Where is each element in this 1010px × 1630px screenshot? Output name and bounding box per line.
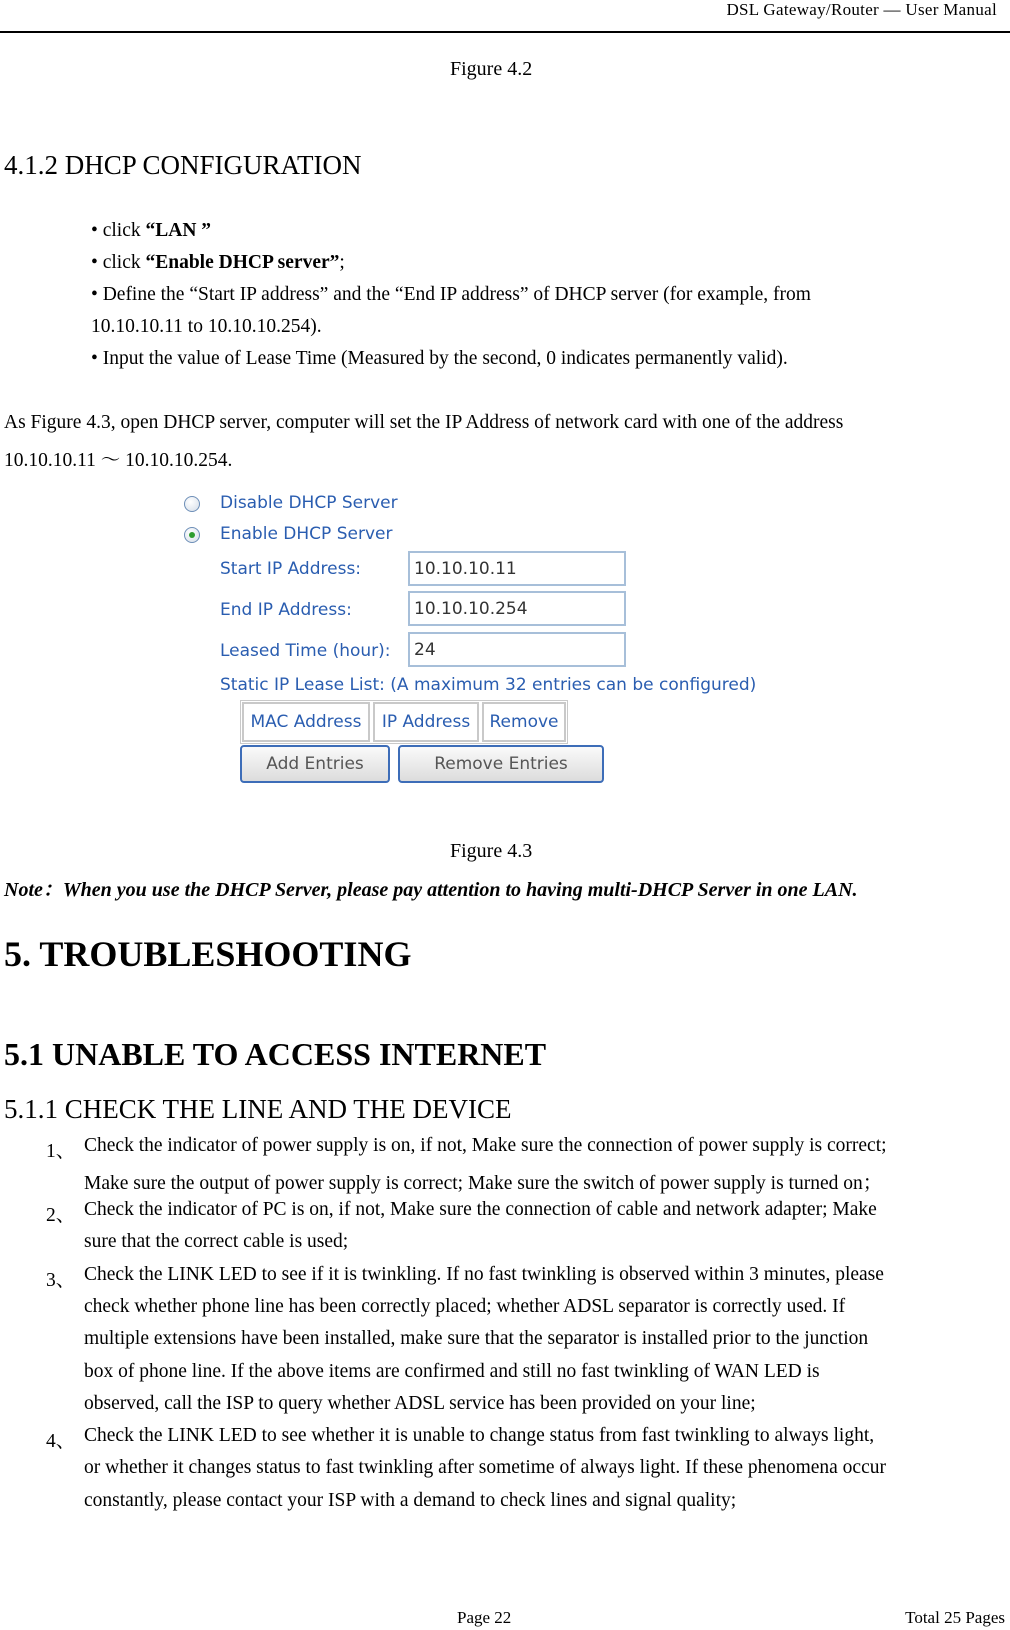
section-4-1-2-heading: 4.1.2 DHCP CONFIGURATION (4, 150, 362, 180)
bullet-enable-dhcp (91, 252, 345, 274)
figure-4-3-caption: Figure 4.3 (450, 840, 533, 862)
section-5-1-heading: 5.1 UNABLE TO ACCESS INTERNET (4, 1036, 547, 1072)
list-item-line: sure that the correct cable is used; (84, 1231, 349, 1252)
start-ip-label: Start IP Address: (220, 559, 362, 579)
list-item-line: Check the LINK LED to see if it is twinkling. If no fast twinkling is observed within 3 minutes, please (84, 1264, 884, 1285)
list-item-line: box of phone line. If the above items are confirmed and still no fast twinkling of WAN LED is (84, 1361, 820, 1382)
figure-4-2-caption: Figure 4.2 (450, 58, 533, 80)
remove-entries-button[interactable]: Remove Entries (398, 745, 604, 783)
enable-dhcp-radio[interactable] (184, 527, 200, 543)
section-5-1-1-heading: 5.1.1 CHECK THE LINE AND THE DEVICE (4, 1094, 512, 1124)
bullet-lease-time: • Input the value of Lease Time (Measured by the second, 0 indicates permanently valid). (91, 348, 788, 369)
list-item-line: Check the indicator of power supply is on, if not, Make sure the connection of power supply is correct; (84, 1135, 887, 1156)
list-item-line: observed, call the ISP to query whether ADSL service has been provided on your line; (84, 1393, 756, 1414)
list-item-line: Make sure the output of power supply is correct; Make sure the switch of power supply is turned on； (84, 1173, 883, 1194)
bullet-define-range-line1: • Define the “Start IP address” and the “End IP address” of DHCP server (for example, from (91, 284, 811, 305)
running-header: DSL Gateway/Router — User Manual (726, 0, 997, 19)
column-remove: Remove (482, 702, 566, 742)
disable-dhcp-radio[interactable] (184, 496, 200, 512)
bullet-prefix: • click (91, 252, 141, 273)
paragraph-line2: 10.10.10.11 ～ 10.10.10.254. (4, 450, 233, 471)
note: Note：When you use the DHCP Server, please pay attention to having multi-DHCP Server in one LAN. (4, 879, 858, 901)
column-ip-address: IP Address (373, 702, 479, 742)
list-number: 4、 (46, 1431, 76, 1452)
total-pages: Total 25 Pages (905, 1608, 1005, 1627)
bullet-quote-lan: “LAN ” (145, 220, 212, 241)
column-mac-address: MAC Address (242, 702, 370, 742)
bullet-quote-enable: “Enable DHCP server” (145, 252, 340, 273)
paragraph-line1: As Figure 4.3, open DHCP server, computer will set the IP Address of network card with one of the address (4, 412, 844, 433)
bullet-click-lan (91, 220, 211, 242)
bullet-suffix: ; (339, 252, 345, 273)
bullet-prefix: • click (91, 220, 141, 241)
end-ip-label: End IP Address: (220, 600, 352, 620)
list-number: 3、 (46, 1270, 76, 1291)
list-item-line: check whether phone line has been correctly placed; whether ADSL separator is correctly used. If (84, 1296, 846, 1317)
enable-dhcp-label: Enable DHCP Server (220, 524, 393, 544)
list-item-line: Check the LINK LED to see whether it is unable to change status from fast twinkling to always light, (84, 1425, 875, 1446)
list-item-line: constantly, please contact your ISP with a demand to check lines and signal quality; (84, 1490, 737, 1511)
list-number: 2、 (46, 1205, 76, 1226)
list-item-line: Check the indicator of PC is on, if not, Make sure the connection of cable and network adapter; Make (84, 1199, 877, 1220)
bullet-define-range-line2: 10.10.10.11 to 10.10.10.254). (91, 316, 322, 337)
lease-time-label: Leased Time (hour): (220, 641, 391, 661)
page-number: Page 22 (457, 1608, 512, 1627)
add-entries-button[interactable]: Add Entries (240, 745, 390, 783)
header-rule (0, 31, 1010, 33)
static-lease-list-label: Static IP Lease List: (A maximum 32 entries can be configured) (220, 675, 757, 695)
lease-time-input[interactable]: 24 (408, 632, 626, 667)
section-5-heading: 5. TROUBLESHOOTING (4, 934, 412, 974)
list-item-line: multiple extensions have been installed, make sure that the separator is installed prior to the junction (84, 1328, 869, 1349)
list-number: 1、 (46, 1141, 76, 1162)
disable-dhcp-label: Disable DHCP Server (220, 493, 398, 513)
list-item-line: or whether it changes status to fast twinkling after sometime of always light. If these phenomena occur (84, 1457, 886, 1478)
end-ip-input[interactable]: 10.10.10.254 (408, 591, 626, 626)
start-ip-input[interactable]: 10.10.10.11 (408, 551, 626, 586)
